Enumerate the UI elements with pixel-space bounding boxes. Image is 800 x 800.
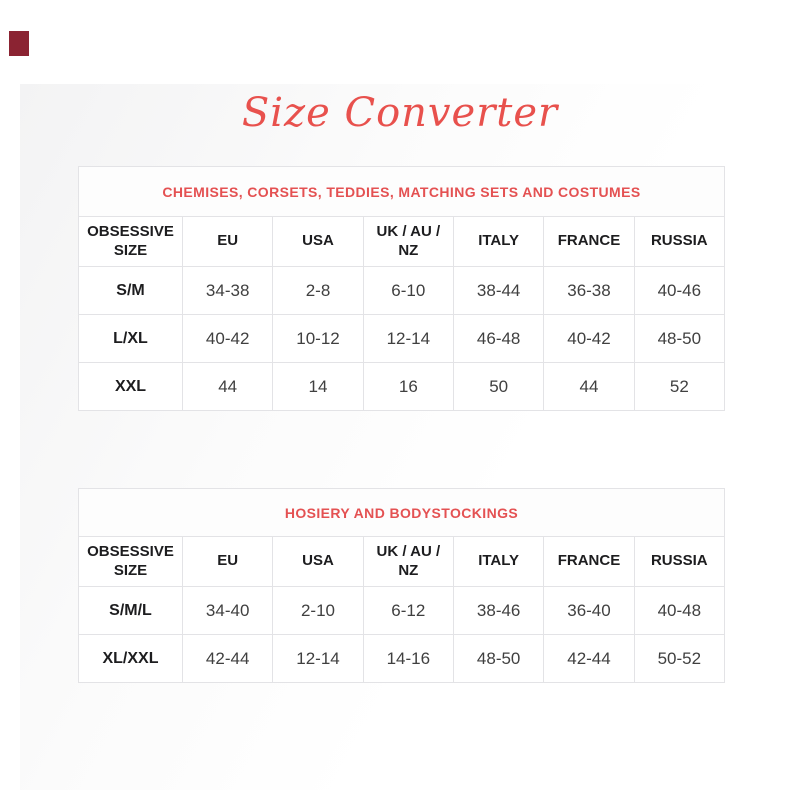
size-cell: 46-48	[453, 315, 543, 363]
size-cell: 14-16	[363, 635, 453, 683]
row-label: S/M/L	[79, 587, 183, 635]
size-cell: 38-46	[453, 587, 543, 635]
size-conversion-table	[78, 216, 725, 411]
size-cell: 48-50	[634, 315, 724, 363]
column-header-france: FRANCE	[544, 217, 634, 267]
size-table-hosiery	[78, 488, 725, 683]
size-cell: 12-14	[273, 635, 363, 683]
size-cell: 34-40	[183, 587, 273, 635]
size-cell: 16	[363, 363, 453, 411]
size-cell: 42-44	[544, 635, 634, 683]
size-conversion-table	[78, 536, 725, 683]
size-cell: 40-46	[634, 267, 724, 315]
column-header-russia: RUSSIA	[634, 537, 724, 587]
column-header-usa: USA	[273, 537, 363, 587]
table-row	[79, 587, 725, 635]
table-caption: CHEMISES, CORSETS, TEDDIES, MATCHING SETS AND COSTUMES	[78, 166, 725, 216]
size-cell: 38-44	[453, 267, 543, 315]
size-cell: 44	[544, 363, 634, 411]
column-header-italy: ITALY	[453, 217, 543, 267]
column-header-uk-au-nz: UK / AU / NZ	[363, 537, 453, 587]
table-row	[79, 635, 725, 683]
table-row	[79, 315, 725, 363]
size-cell: 14	[273, 363, 363, 411]
size-cell: 48-50	[453, 635, 543, 683]
column-header-russia: RUSSIA	[634, 217, 724, 267]
size-cell: 2-8	[273, 267, 363, 315]
column-header-france: FRANCE	[544, 537, 634, 587]
size-cell: 6-12	[363, 587, 453, 635]
size-cell: 12-14	[363, 315, 453, 363]
size-cell: 2-10	[273, 587, 363, 635]
row-label: S/M	[79, 267, 183, 315]
brand-mark	[9, 31, 29, 56]
table-row	[79, 363, 725, 411]
size-cell: 50-52	[634, 635, 724, 683]
column-header-italy: ITALY	[453, 537, 543, 587]
size-cell: 44	[183, 363, 273, 411]
size-cell: 40-42	[183, 315, 273, 363]
row-label: L/XL	[79, 315, 183, 363]
row-label: XXL	[79, 363, 183, 411]
size-cell: 36-38	[544, 267, 634, 315]
size-cell: 6-10	[363, 267, 453, 315]
table-header-row	[79, 217, 725, 267]
table-caption: HOSIERY AND BODYSTOCKINGS	[78, 488, 725, 536]
size-cell: 42-44	[183, 635, 273, 683]
column-header-usa: USA	[273, 217, 363, 267]
size-cell: 40-42	[544, 315, 634, 363]
row-label: XL/XXL	[79, 635, 183, 683]
table-header-row	[79, 537, 725, 587]
column-header-eu: EU	[183, 217, 273, 267]
table-row	[79, 267, 725, 315]
column-header-eu: EU	[183, 537, 273, 587]
size-cell: 10-12	[273, 315, 363, 363]
size-cell: 34-38	[183, 267, 273, 315]
column-header-obsessive-size: OBSESSIVE SIZE	[79, 217, 183, 267]
size-cell: 50	[453, 363, 543, 411]
size-cell: 36-40	[544, 587, 634, 635]
column-header-obsessive-size: OBSESSIVE SIZE	[79, 537, 183, 587]
size-cell: 40-48	[634, 587, 724, 635]
size-table-chemises	[78, 166, 725, 411]
column-header-uk-au-nz: UK / AU / NZ	[363, 217, 453, 267]
size-cell: 52	[634, 363, 724, 411]
page-title: Size Converter	[241, 90, 559, 136]
